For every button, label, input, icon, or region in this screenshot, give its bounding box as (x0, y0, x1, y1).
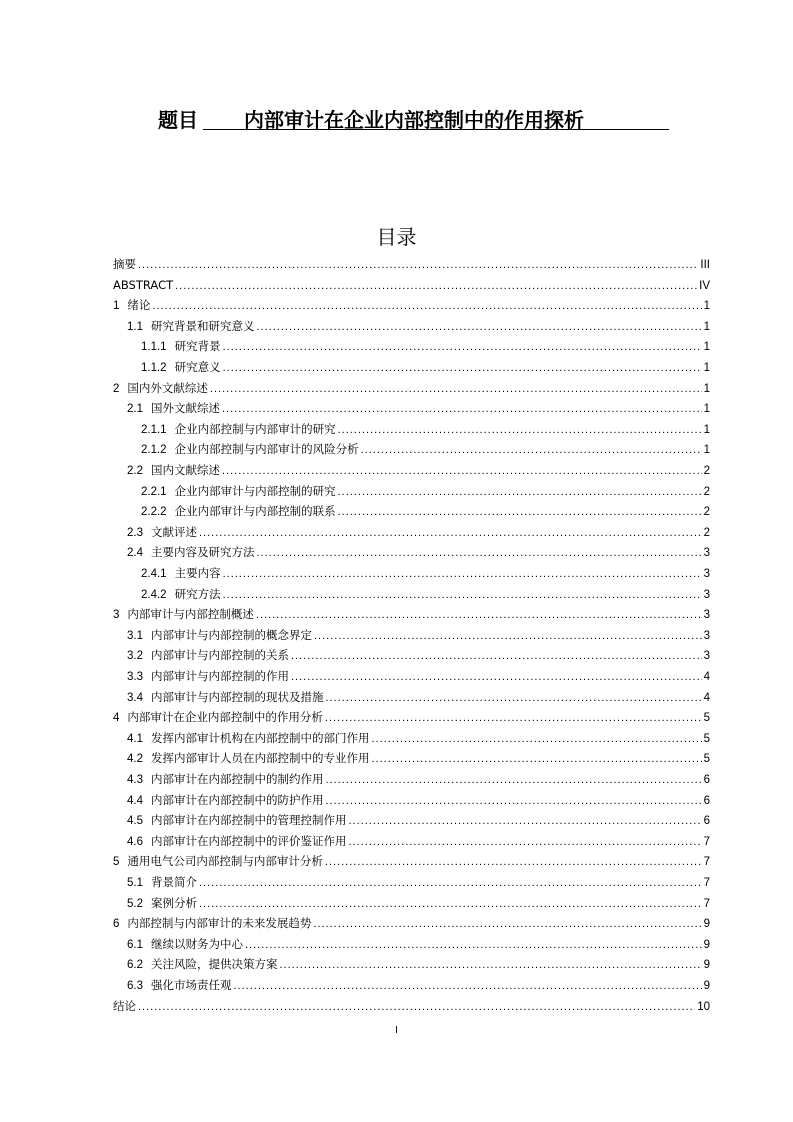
toc-entry[interactable] (127, 748, 710, 768)
toc-leader-dots (338, 420, 702, 440)
toc-entry[interactable] (127, 316, 710, 336)
toc-entry-page: 2 (703, 485, 710, 498)
toc-leader-dots (314, 626, 702, 646)
toc-entry[interactable] (127, 522, 710, 542)
toc-entry-label: 内部审计在内部控制中的防护作用 (151, 792, 324, 807)
toc-leader-dots (222, 399, 702, 419)
toc-entry-label: 内部审计与内部控制的概念界定 (151, 627, 312, 642)
toc-entry-number: 5.1 (127, 877, 143, 889)
toc-leader-dots (234, 976, 702, 996)
toc-entry[interactable] (127, 975, 710, 995)
toc-leader-dots (361, 440, 702, 460)
toc-entry[interactable] (127, 542, 710, 562)
toc-leader-dots (326, 770, 702, 790)
toc-entry[interactable] (127, 398, 710, 418)
toc-leader-dots (349, 811, 702, 831)
toc-entry-page: 1 (703, 403, 710, 416)
toc-entry-page: 1 (703, 362, 710, 374)
toc-entry-number: 1.1.2 (141, 362, 167, 374)
toc-entry-page: 9 (703, 938, 710, 951)
toc-entry-label: 企业内部审计与内部控制的研究 (174, 483, 336, 498)
toc-leader-dots (326, 791, 702, 811)
toc-entry[interactable] (113, 604, 710, 624)
toc-entry-label: 背景简介 (151, 875, 197, 889)
toc-entry[interactable] (127, 934, 710, 954)
toc-entry-label: 研究背景和研究意义 (151, 318, 255, 333)
toc-entry-number: 6.1 (127, 938, 143, 951)
toc-entry[interactable] (113, 913, 710, 933)
toc-leader-dots (291, 646, 702, 666)
toc-entry[interactable] (113, 996, 710, 1016)
toc-entry-label: 主要内容及研究方法 (151, 545, 255, 560)
toc-entry-label: 内部审计与内部控制概述 (127, 607, 254, 622)
toc-leader-dots (199, 894, 702, 914)
toc-leader-dots (372, 749, 702, 769)
toc-entry-page: 3 (703, 650, 710, 663)
toc-entry-page: 7 (703, 835, 710, 848)
toc-entry-label: 通用电气公司内部控制与内部审计分析 (127, 854, 323, 869)
toc-entry[interactable] (113, 851, 710, 871)
toc-entry-label: 发挥内部审计机构在内部控制中的部门作用 (151, 730, 370, 745)
toc-entry-label: 国内外文献综述 (127, 380, 208, 395)
toc-entry-number: 4.4 (127, 794, 143, 807)
toc-entry-label: 绪论 (127, 298, 151, 313)
toc-entry-number: 6.3 (127, 980, 143, 992)
toc-entry-page: 5 (703, 712, 710, 725)
toc-entry-page: 5 (703, 732, 710, 745)
toc-entry-number: 4.2 (127, 753, 143, 766)
toc-entry-page: 6 (703, 794, 710, 807)
title-prefix: 题目 (158, 108, 198, 132)
toc-entry[interactable] (127, 769, 710, 789)
toc-leader-dots (372, 729, 702, 749)
toc-entry[interactable] (127, 645, 710, 665)
toc-leader-dots (325, 708, 702, 728)
toc-entry-page: 3 (703, 547, 710, 560)
toc-entry-number: 4.6 (127, 835, 143, 848)
toc-leader-dots (152, 296, 701, 316)
toc-entry-number: 1.1 (127, 320, 143, 333)
toc-entry[interactable] (141, 419, 710, 439)
toc-entry[interactable] (127, 687, 710, 707)
toc-entry-page: 9 (703, 959, 710, 972)
toc-leader-dots (138, 997, 695, 1017)
toc-entry-number: 2.1 (127, 403, 143, 416)
toc-entry-number: 1 (113, 300, 120, 313)
toc-leader-dots (313, 914, 701, 934)
toc-entry-label: 内部审计与内部控制的作用 (151, 669, 289, 683)
toc-entry-page: III (700, 259, 710, 271)
toc-entry-page: 1 (703, 341, 710, 354)
toc-entry-page: 9 (703, 918, 710, 931)
toc-entry-number: 2.1.1 (141, 423, 167, 436)
toc-entry-label: 内部审计与内部控制的关系 (151, 648, 289, 663)
toc-entry-label: 内部审计在内部控制中的管理控制作用 (151, 813, 347, 828)
toc-leader-dots (223, 564, 702, 584)
toc-entry[interactable] (113, 707, 710, 727)
toc-entry-label: 案例分析 (151, 895, 197, 910)
toc-entry-page: 2 (703, 465, 710, 477)
toc-entry-number: 2.4 (127, 547, 143, 560)
toc-entry[interactable] (127, 460, 710, 480)
toc-entry-label: 企业内部控制与内部审计的研究 (174, 421, 336, 436)
toc-leader-dots (138, 255, 698, 275)
toc-entry-number: 2.4.2 (141, 588, 167, 601)
toc-entry[interactable] (141, 439, 710, 459)
toc-leader-dots (223, 585, 702, 605)
toc-leader-dots (326, 688, 702, 708)
toc-entry[interactable] (127, 831, 710, 851)
toc-entry-label: 结论 (113, 998, 136, 1013)
toc-entry-number: 2.3 (127, 526, 143, 539)
toc-entry-number: 4.5 (127, 815, 143, 828)
toc-entry-number: 2 (113, 382, 120, 395)
toc-entry-number: 5 (113, 856, 120, 869)
toc-leader-dots (256, 605, 702, 625)
toc-entry-number: 4.3 (127, 774, 143, 786)
toc-leader-dots (349, 832, 702, 852)
toc-entry-number: 3.2 (127, 650, 143, 663)
toc-entry-label: 继续以财务为中心 (151, 936, 243, 951)
toc-entry-page: 5 (703, 753, 710, 766)
toc-entry-label: 研究背景 (174, 339, 221, 354)
document-title: 内部审计在企业内部控制中的作用探析 (244, 108, 584, 132)
toc-entry-page: IV (699, 279, 710, 292)
toc-entry-page: 1 (703, 444, 710, 457)
toc-entry-label: 文献评述 (151, 524, 197, 539)
toc-entry[interactable] (141, 584, 710, 604)
toc-entry-number: 2.2.2 (141, 506, 167, 519)
toc-entry-number: 3 (113, 609, 120, 622)
toc-entry[interactable] (113, 254, 710, 274)
toc-entry[interactable] (127, 810, 710, 830)
toc-entry[interactable] (141, 357, 710, 377)
toc-entry-page: 1 (703, 423, 710, 436)
toc-entry-label: 主要内容 (174, 566, 221, 580)
toc-entry-page: 10 (697, 1000, 710, 1013)
toc-entry-number: 3.3 (127, 671, 143, 683)
toc-entry-number: 3.4 (127, 691, 143, 704)
toc-entry-page: 3 (703, 588, 710, 601)
toc-entry-label: 强化市场责任观 (151, 978, 232, 992)
toc-entry-number: 3.1 (127, 629, 143, 642)
toc-leader-dots (257, 317, 702, 337)
toc-entry[interactable] (141, 336, 710, 356)
toc-entry-page: 1 (703, 382, 710, 395)
toc-entry-label: 摘要 (113, 257, 136, 271)
toc-entry[interactable] (141, 563, 710, 583)
toc-entry-label: 内部审计在内部控制中的制约作用 (151, 772, 324, 786)
toc-entry[interactable] (127, 954, 710, 974)
toc-entry-label: 内部审计在内部控制中的评价鉴证作用 (151, 833, 347, 848)
toc-entry-label: ABSTRACT (113, 277, 174, 292)
toc-entry-number: 6.2 (127, 959, 143, 972)
toc-heading: 目录 (376, 225, 417, 249)
toc-entry-label: 内部控制与内部审计的未来发展趋势 (127, 916, 312, 931)
toc-entry-page: 3 (703, 629, 710, 642)
toc-entry-page: 2 (703, 506, 710, 519)
toc-leader-dots (338, 502, 702, 522)
toc-entry-label: 国外文献综述 (151, 401, 220, 416)
toc-entry-page: 7 (703, 897, 710, 910)
toc-leader-dots (175, 276, 697, 296)
toc-entry-number: 2.1.2 (141, 444, 167, 457)
toc-entry-number: 2.4.1 (141, 568, 167, 580)
toc-entry-label: 企业内部控制与内部审计的风险分析 (174, 442, 359, 457)
toc-entry-label: 研究意义 (174, 360, 221, 374)
toc-entry-number: 6 (113, 918, 120, 931)
toc-leader-dots (257, 543, 702, 563)
toc-entry[interactable] (127, 728, 710, 748)
toc-entry[interactable] (113, 295, 710, 315)
toc-leader-dots (338, 482, 702, 502)
toc-entry-number: 5.2 (127, 897, 143, 910)
toc-entry[interactable] (127, 872, 710, 892)
toc-leader-dots (245, 935, 702, 955)
toc-entry[interactable] (113, 378, 710, 398)
toc-leader-dots (222, 461, 702, 481)
toc-entry[interactable] (127, 790, 710, 810)
toc-entry-page: 1 (703, 300, 710, 313)
toc-entry-page: 3 (703, 568, 710, 580)
toc-entry-number: 2.2 (127, 465, 143, 477)
toc-entry-page: 7 (703, 856, 710, 869)
toc-leader-dots (199, 873, 702, 893)
toc-entry-page: 6 (703, 774, 710, 786)
toc-entry-label: 国内文献综述 (151, 463, 220, 477)
toc-entry[interactable] (127, 625, 710, 645)
toc-entry-label: 发挥内部审计人员在内部控制中的专业作用 (151, 751, 370, 766)
title-line (0, 104, 793, 130)
toc-entry-page: 4 (703, 691, 710, 704)
toc-leader-dots (199, 523, 702, 543)
toc-entry-page: 3 (703, 609, 710, 622)
toc-leader-dots (223, 358, 702, 378)
toc-entry[interactable] (141, 501, 710, 521)
toc-entry-number: 2.2.1 (141, 485, 167, 498)
page-number: I (395, 1025, 398, 1036)
toc-entry-number: 4.1 (127, 732, 143, 745)
toc-entry[interactable] (141, 481, 710, 501)
toc-entry-page: 9 (703, 980, 710, 992)
toc-entry-label: 关注风险，提供决策方案 (151, 957, 278, 972)
toc-entry[interactable] (113, 275, 710, 295)
toc-leader-dots (325, 852, 702, 872)
toc-leader-dots (210, 379, 702, 399)
toc-entry-page: 6 (703, 815, 710, 828)
toc-leader-dots (223, 337, 702, 357)
toc-entry-page: 4 (703, 671, 710, 683)
toc-entry-label: 内部审计与内部控制的现状及措施 (151, 689, 324, 704)
toc-leader-dots (291, 667, 702, 687)
toc-entry-label: 内部审计在企业内部控制中的作用分析 (127, 710, 323, 725)
toc-entry[interactable] (127, 893, 710, 913)
toc-leader-dots (280, 955, 702, 975)
toc-entry[interactable] (127, 666, 710, 686)
toc-entry-number: 1.1.1 (141, 341, 167, 354)
toc-entry-label: 研究方法 (174, 586, 221, 601)
toc-entry-page: 1 (703, 320, 710, 333)
toc-entry-number: 4 (113, 712, 120, 725)
toc-entry-page: 7 (703, 877, 710, 889)
toc-entry-page: 2 (703, 526, 710, 539)
toc-entry-label: 企业内部审计与内部控制的联系 (174, 504, 336, 519)
